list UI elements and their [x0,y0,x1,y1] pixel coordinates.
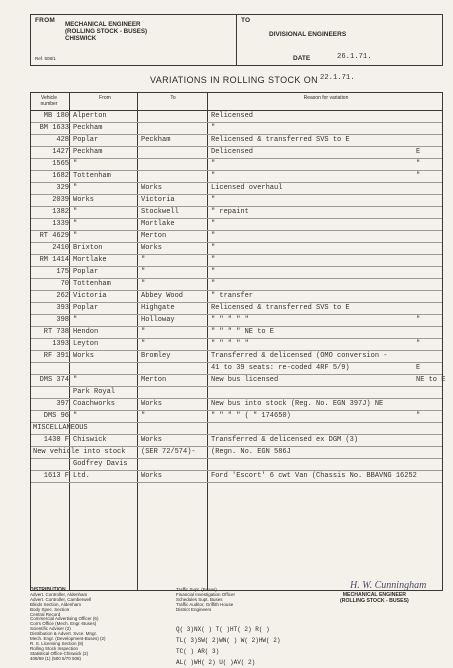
from-cell: Peckham [73,124,103,132]
signature-title: MECHANICAL ENGINEER (ROLLING STOCK - BUSES) [340,592,409,604]
distribution-line: Blinds Section, Aldenham [30,601,82,607]
code-cell: " [416,160,421,168]
to-cell: Highgate [141,304,175,312]
col-to-header: To [170,95,176,101]
reason-cell: " [211,280,216,288]
vehicle-cell: 393 [56,304,69,312]
from-box [30,14,237,66]
depot-code-line: TL( 3)SW( 2)WN( ) W( 2)HW( 2) [176,637,281,644]
distribution-list-2 [176,588,286,613]
reason-cell: " repaint [211,208,249,216]
reason-cell: Relicensed [211,112,254,120]
distribution-title: DISTRIBUTION [30,587,66,593]
code-cell: E [416,364,421,372]
distribution-line: Mech. Engr. (Development-Buses) (2) [30,636,106,642]
distribution-line: Commercial Advertising Officer (6) [30,616,99,622]
reason-cell: " " " " " [211,316,249,324]
date-label: DATE [293,55,311,62]
to-cell: " [141,340,146,348]
to-label: TO [241,17,251,24]
vehicle-cell: 1430 F [43,436,69,444]
to-cell: Works [141,436,163,444]
from-cell: " [73,220,78,228]
title-date: 22.1.71. [320,74,355,82]
distribution-line: Traffic Auditor, Griffith House [176,601,234,607]
vehicle-cell: 1393 [52,340,69,348]
vehicle-cell: 1382 [52,208,69,216]
from-cell: Hendon [73,328,99,336]
from-cell: Ltd. [73,472,90,480]
from-cell: " [73,376,78,384]
vehicle-cell: 70 [60,280,69,288]
depot-codes [176,624,280,668]
vehicle-cell: DMS 96 [43,412,69,420]
distribution-line: Distribution & Advert. Svce. Mngr. [30,631,98,637]
reason-cell: Transferred & delicensed (OMO conversion - [211,352,388,360]
to-recipient: DIVISIONAL ENGINEERS [269,31,347,38]
reason-cell: " [211,244,216,252]
from-cell: Mortlake [73,256,107,264]
from-cell: " [73,412,78,420]
reason-cell: " " " " ( " 174650) [211,412,291,420]
row-divider [31,482,442,483]
distribution-line: Scientific Adviser (2) [30,626,71,632]
to-cell: Stockwell [141,208,179,216]
code-cell: NE to E [416,376,446,384]
from-cell: " [73,208,78,216]
vehicle-cell: 397 [56,400,69,408]
from-cell: Works [73,352,95,360]
vehicle-cell: MB 180 [43,112,69,120]
reason-cell: 41 to 39 seats: re-coded 4RF 5/9) [211,364,350,372]
from-cell: Poplar [73,304,99,312]
distribution-line: Advert. Controller, Aldenham [30,591,88,597]
reason-cell: " [211,196,216,204]
to-cell: Works [141,244,163,252]
to-cell: Peckham [141,136,171,144]
vehicle-cell: MISCELLANEOUS [33,424,88,432]
vehicle-cell: New vehicle into stock [33,448,126,456]
from-cell: Tottenham [73,172,111,180]
vehicle-cell: 1565 [52,160,69,168]
reason-cell: Relicensed & transferred SVS to E [211,136,350,144]
variations-table [30,92,446,591]
col-from-header: From [99,95,111,101]
table-header [31,93,442,111]
from-line-1: MECHANICAL ENGINEER [65,21,141,28]
reason-cell: " [211,220,216,228]
reason-cell: " [211,232,216,240]
distribution-line: Rolling Stock Inspection [30,645,79,651]
vehicle-cell: 2039 [52,196,69,204]
vehicle-cell: 428 [56,136,69,144]
from-cell: Peckham [73,148,103,156]
reason-cell: Delicensed [211,148,254,156]
date-value: 26.1.71. [337,53,372,61]
distribution-line: Corrs Office (Mech. Engr.-Buses) [30,621,97,627]
reason-cell: " [211,268,216,276]
from-cell: Godfrey Davis [73,460,128,468]
from-cell: Coachworks [73,400,116,408]
vehicle-cell: RM 1414 [39,256,69,264]
to-cell: " [141,268,146,276]
depot-code-line: Q( 3)NX( ) T( )HT( 2) R( ) [176,626,270,633]
from-cell: Leyton [73,340,99,348]
distribution-line: Schedules Supt. Buses [176,596,223,602]
vehicle-cell: 1427 [52,148,69,156]
from-cell: " [73,184,78,192]
vehicle-cell: 1339 [52,220,69,228]
to-cell: Works [141,400,163,408]
vehicle-cell: 1682 [52,172,69,180]
code-cell: " [416,340,421,348]
code-cell: " [416,316,421,324]
vehicle-cell: DMS 374 [39,376,69,384]
distribution-line: 408/69 (1) (500 5/70 508) [30,655,82,661]
from-cell: Brixton [73,244,103,252]
reason-cell: Ford 'Escort' 6 cwt Van (Chassis No. BBAVNG 16252 [211,472,417,480]
depot-code-line: TC( ) AR( 3) [176,648,220,655]
from-label: FROM [35,17,55,24]
reason-cell: New bus into stock (Reg. No. EGN 397J) NE [211,400,384,408]
vehicle-cell: 329 [56,184,69,192]
distribution-line: Statistical Office-Chiswick (2) [30,650,89,656]
to-cell: " [141,328,146,336]
to-cell: " [141,412,146,420]
distribution-line: Body Spec. Section [30,606,70,612]
from-cell: Chiswick [73,436,107,444]
reason-cell: " " " " NE to E [211,328,275,336]
from-cell: Tottenham [73,280,111,288]
from-cell: " [73,160,78,168]
to-cell: Abbey Wood [141,292,184,300]
distribution-lines-2 [176,588,286,613]
to-cell: Bromley [141,352,171,360]
code-cell: " [416,172,421,180]
to-cell: Merton [141,232,167,240]
to-cell: Works [141,184,163,192]
distribution-list [30,588,160,662]
to-cell: Mortlake [141,220,175,228]
distribution-line: District Engineers [176,606,212,612]
from-cell: " [73,232,78,240]
code-cell: E [416,148,421,156]
to-cell: Holloway [141,316,175,324]
from-cell: Poplar [73,136,99,144]
from-cell: Victoria [73,292,107,300]
ref-number: Ref. 508/1 [35,56,56,61]
distribution-line: Advert. Controller, Camberwell [30,596,92,602]
code-cell: " [416,412,421,420]
vehicle-cell: RT 738 [43,328,69,336]
vehicle-cell: 175 [56,268,69,276]
reason-cell: " [211,160,216,168]
from-cell: " [73,316,78,324]
to-cell: Merton [141,376,167,384]
reason-cell: New bus licensed [211,376,279,384]
vehicle-cell: 262 [56,292,69,300]
reason-cell: " [211,124,216,132]
from-cell: Park Royal [73,388,116,396]
depot-code-line: AL( )WH( 2) U( )AV( 2) [176,659,256,666]
reason-cell: " [211,256,216,264]
distribution-line: Traffic Supt. (Buses) [176,587,217,592]
distribution-line: R. S. Licensing Section (8) [30,640,84,646]
from-line-3: CHISWICK [65,35,97,42]
signature: H. W. Cunningham [350,580,427,591]
vehicle-cell: 1613 F [43,472,69,480]
distribution-line: Financial Investigation Officer [176,591,235,597]
to-cell: Victoria [141,196,175,204]
reason-cell: " " " " " [211,340,249,348]
page-title: VARIATIONS IN ROLLING STOCK ON [150,75,319,85]
distribution-line: Central Record [30,611,61,617]
reason-cell: " [211,172,216,180]
vehicle-cell: RF 391 [43,352,69,360]
to-cell: (SER 72/574)- [141,448,196,456]
to-cell: " [141,280,146,288]
from-cell: Poplar [73,268,99,276]
vehicle-cell: BM 1633 [39,124,69,132]
col-reason-header: Reason for variation [303,95,349,101]
col-vehicle-header: Vehicle number [40,95,58,107]
to-box [236,14,443,66]
from-cell: Works [73,196,95,204]
from-line-2: (ROLLING STOCK - BUSES) [65,28,148,35]
reason-cell: Transferred & delicensed ex DGM (3) [211,436,359,444]
reason-cell: Relicensed & transferred SVS to E [211,304,350,312]
from-cell: Alperton [73,112,107,120]
reason-cell: Licensed overhaul [211,184,283,192]
vehicle-cell: 398 [56,316,69,324]
to-cell: Works [141,472,163,480]
distribution-lines [30,593,160,662]
to-cell: " [141,256,146,264]
reason-cell: " transfer [211,292,254,300]
vehicle-cell: 2410 [52,244,69,252]
vehicle-cell: RT 4629 [39,232,69,240]
reason-cell: (Regn. No. EGN 586J [211,448,291,456]
